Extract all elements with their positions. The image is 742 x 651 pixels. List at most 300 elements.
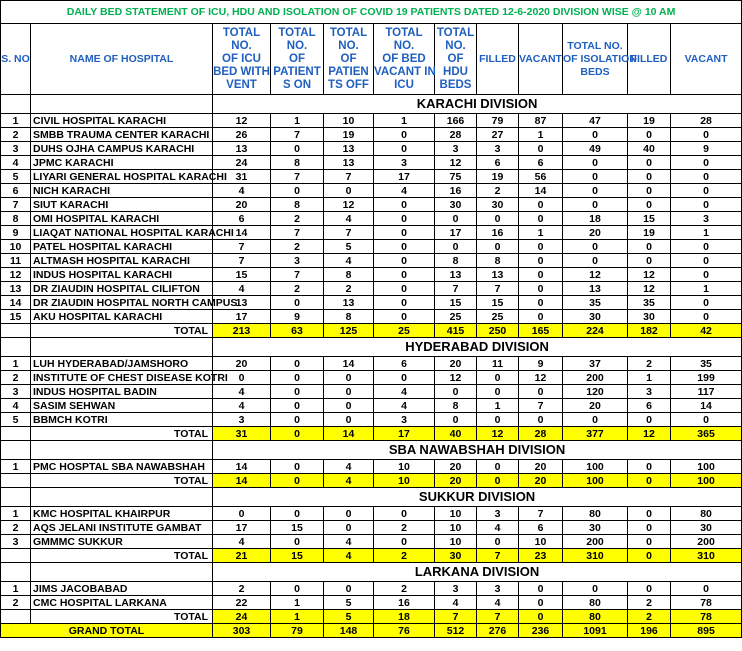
- serial-number: 8: [1, 212, 31, 226]
- serial-number: 2: [1, 521, 31, 535]
- hospital-row: [1, 535, 742, 549]
- value-cell: 19: [628, 226, 671, 240]
- total-value: 12: [628, 427, 671, 441]
- value-cell: 0: [671, 198, 742, 212]
- value-cell: 8: [477, 254, 519, 268]
- hospital-name: DUHS OJHA CAMPUS KARACHI: [31, 142, 213, 156]
- value-cell: 0: [628, 254, 671, 268]
- serial-number: 10: [1, 240, 31, 254]
- value-cell: 0: [374, 371, 435, 385]
- value-cell: 0: [563, 170, 628, 184]
- value-cell: 35: [563, 296, 628, 310]
- value-cell: 0: [435, 212, 477, 226]
- value-cell: 13: [213, 142, 271, 156]
- value-cell: 24: [213, 156, 271, 170]
- header-icu-vent-line: BED WITH: [213, 65, 270, 78]
- value-cell: 0: [271, 507, 324, 521]
- value-cell: 17: [213, 521, 271, 535]
- value-cell: 1: [671, 282, 742, 296]
- value-cell: 19: [477, 170, 519, 184]
- value-cell: 0: [435, 385, 477, 399]
- value-cell: 0: [435, 413, 477, 427]
- total-value: 7: [477, 549, 519, 563]
- division-total-row: [1, 549, 742, 563]
- value-cell: 18: [563, 212, 628, 226]
- header-hdu-filled: FILLED: [477, 24, 519, 95]
- total-value: 224: [563, 324, 628, 338]
- header-icu-vacant-line: NO.: [393, 39, 415, 52]
- value-cell: 0: [519, 282, 563, 296]
- value-cell: 7: [324, 226, 374, 240]
- hospital-row: [1, 413, 742, 427]
- value-cell: 1: [271, 114, 324, 128]
- value-cell: 2: [374, 582, 435, 596]
- value-cell: 0: [324, 521, 374, 535]
- value-cell: 0: [477, 371, 519, 385]
- division-heading-row: [1, 563, 742, 582]
- hospital-name: CMC HOSPITAL LARKANA: [31, 596, 213, 610]
- value-cell: 0: [671, 240, 742, 254]
- total-value: 63: [271, 324, 324, 338]
- value-cell: 0: [628, 184, 671, 198]
- value-cell: 30: [435, 198, 477, 212]
- value-cell: 0: [628, 582, 671, 596]
- value-cell: 7: [271, 268, 324, 282]
- division-total-row: [1, 427, 742, 441]
- value-cell: 79: [477, 114, 519, 128]
- value-cell: 0: [628, 535, 671, 549]
- header-hdu-beds-line: HDU: [443, 65, 468, 78]
- serial-number: 1: [1, 582, 31, 596]
- value-cell: 7: [477, 282, 519, 296]
- hospital-row: [1, 212, 742, 226]
- value-cell: 25: [477, 310, 519, 324]
- value-cell: 1: [628, 371, 671, 385]
- serial-number: 2: [1, 371, 31, 385]
- header-patients-off-line: PATIEN: [328, 65, 369, 78]
- hospital-row: [1, 521, 742, 535]
- value-cell: 27: [477, 128, 519, 142]
- value-cell: 2: [628, 596, 671, 610]
- header-icu-vacant-line: OF BED: [382, 52, 426, 65]
- value-cell: 28: [671, 114, 742, 128]
- value-cell: 0: [519, 198, 563, 212]
- value-cell: 2: [271, 282, 324, 296]
- blank-cell: [1, 338, 31, 357]
- value-cell: 4: [435, 596, 477, 610]
- total-label: TOTAL: [31, 474, 213, 488]
- value-cell: 0: [324, 582, 374, 596]
- value-cell: 13: [324, 156, 374, 170]
- header-isolation-filled: FILLED: [628, 24, 671, 95]
- grand-total-value: 76: [374, 624, 435, 638]
- value-cell: 0: [271, 296, 324, 310]
- serial-number: 13: [1, 282, 31, 296]
- header-icu-vacant-line: TOTAL: [385, 26, 423, 39]
- header-patients-off-line: OF: [340, 52, 357, 65]
- value-cell: 3: [374, 413, 435, 427]
- hospital-row: [1, 240, 742, 254]
- value-cell: 7: [519, 399, 563, 413]
- value-cell: 8: [271, 198, 324, 212]
- value-cell: 9: [271, 310, 324, 324]
- value-cell: 0: [374, 128, 435, 142]
- value-cell: 80: [563, 507, 628, 521]
- value-cell: 4: [324, 212, 374, 226]
- header-patients-off-line: TS OFF: [328, 78, 369, 91]
- value-cell: 13: [324, 142, 374, 156]
- hospital-row: [1, 296, 742, 310]
- value-cell: 12: [628, 282, 671, 296]
- value-cell: 0: [563, 156, 628, 170]
- serial-number: 7: [1, 198, 31, 212]
- header-isolation-beds-line: BEDS: [580, 65, 610, 78]
- blank-cell: [1, 488, 31, 507]
- value-cell: 0: [271, 399, 324, 413]
- title-row: [1, 1, 742, 24]
- value-cell: 40: [628, 142, 671, 156]
- value-cell: 2: [477, 184, 519, 198]
- total-value: 415: [435, 324, 477, 338]
- value-cell: 47: [563, 114, 628, 128]
- value-cell: 5: [324, 240, 374, 254]
- total-value: 20: [435, 474, 477, 488]
- value-cell: 49: [563, 142, 628, 156]
- total-value: 14: [324, 427, 374, 441]
- value-cell: 30: [563, 521, 628, 535]
- header-hdu-vacant: VACANT: [519, 24, 563, 95]
- serial-number: 5: [1, 170, 31, 184]
- value-cell: 0: [324, 413, 374, 427]
- header-isolation-vacant: VACANT: [671, 24, 742, 95]
- hospital-row: [1, 156, 742, 170]
- hospital-row: [1, 226, 742, 240]
- grand-total-value: 512: [435, 624, 477, 638]
- division-heading-row: [1, 441, 742, 460]
- value-cell: 0: [374, 535, 435, 549]
- value-cell: 4: [324, 460, 374, 474]
- value-cell: 0: [374, 212, 435, 226]
- serial-number: 4: [1, 399, 31, 413]
- header-icu-vent-line: NO.: [231, 39, 252, 52]
- header-icu-vent-line: OF ICU: [222, 52, 261, 65]
- value-cell: 6: [374, 357, 435, 371]
- grand-total-value: 236: [519, 624, 563, 638]
- serial-number: 1: [1, 460, 31, 474]
- value-cell: 1: [519, 226, 563, 240]
- division-name: SUKKUR DIVISION: [213, 488, 742, 507]
- header-hospital-name: NAME OF HOSPITAL: [31, 24, 213, 95]
- total-value: 23: [519, 549, 563, 563]
- hospital-row: [1, 254, 742, 268]
- total-value: 0: [271, 427, 324, 441]
- value-cell: 7: [271, 226, 324, 240]
- grand-total-value: 895: [671, 624, 742, 638]
- value-cell: 6: [477, 156, 519, 170]
- value-cell: 0: [671, 582, 742, 596]
- value-cell: 15: [213, 268, 271, 282]
- value-cell: 0: [519, 413, 563, 427]
- serial-number: 2: [1, 128, 31, 142]
- value-cell: 0: [271, 357, 324, 371]
- hospital-name: GMMMC SUKKUR: [31, 535, 213, 549]
- blank-cell: [1, 441, 31, 460]
- division-name: KARACHI DIVISION: [213, 95, 742, 114]
- value-cell: 17: [374, 170, 435, 184]
- header-icu-vent-line: VENT: [226, 78, 257, 91]
- hospital-row: [1, 198, 742, 212]
- value-cell: 7: [435, 282, 477, 296]
- value-cell: 0: [563, 198, 628, 212]
- total-value: 12: [477, 427, 519, 441]
- hospital-row: [1, 385, 742, 399]
- value-cell: 0: [563, 240, 628, 254]
- header-icu-vacant: [374, 24, 435, 95]
- total-value: 0: [519, 610, 563, 624]
- division-name: HYDERABAD DIVISION: [213, 338, 742, 357]
- value-cell: 0: [374, 282, 435, 296]
- hospital-name: LUH HYDERABAD/JAMSHORO: [31, 357, 213, 371]
- hospital-name: CIVIL HOSPITAL KARACHI: [31, 114, 213, 128]
- value-cell: 0: [671, 170, 742, 184]
- total-value: 15: [271, 549, 324, 563]
- value-cell: 6: [213, 212, 271, 226]
- total-value: 14: [213, 474, 271, 488]
- value-cell: 3: [477, 582, 519, 596]
- value-cell: 0: [563, 582, 628, 596]
- value-cell: 22: [213, 596, 271, 610]
- value-cell: 4: [374, 184, 435, 198]
- value-cell: 0: [628, 507, 671, 521]
- value-cell: 16: [435, 184, 477, 198]
- value-cell: 6: [519, 521, 563, 535]
- total-value: 31: [213, 427, 271, 441]
- value-cell: 0: [628, 413, 671, 427]
- hospital-row: [1, 114, 742, 128]
- value-cell: 0: [435, 240, 477, 254]
- hospital-name: LIYARI GENERAL HOSPITAL KARACHI: [31, 170, 213, 184]
- value-cell: 0: [671, 413, 742, 427]
- division-heading-row: [1, 95, 742, 114]
- value-cell: 0: [671, 268, 742, 282]
- value-cell: 20: [519, 460, 563, 474]
- value-cell: 10: [519, 535, 563, 549]
- value-cell: 0: [374, 507, 435, 521]
- value-cell: 4: [324, 535, 374, 549]
- value-cell: 12: [213, 114, 271, 128]
- serial-number: 3: [1, 142, 31, 156]
- hospital-row: [1, 371, 742, 385]
- value-cell: 2: [374, 521, 435, 535]
- value-cell: 3: [671, 212, 742, 226]
- value-cell: 13: [324, 296, 374, 310]
- total-value: 310: [563, 549, 628, 563]
- grand-total-value: 79: [271, 624, 324, 638]
- hospital-name: LIAQAT NATIONAL HOSPITAL KARACHI: [31, 226, 213, 240]
- value-cell: 1: [519, 128, 563, 142]
- value-cell: 37: [563, 357, 628, 371]
- value-cell: 100: [671, 460, 742, 474]
- hospital-name: AQS JELANI INSTITUTE GAMBAT: [31, 521, 213, 535]
- value-cell: 2: [628, 357, 671, 371]
- value-cell: 200: [671, 535, 742, 549]
- value-cell: 4: [374, 399, 435, 413]
- value-cell: 5: [324, 596, 374, 610]
- value-cell: 3: [271, 254, 324, 268]
- value-cell: 0: [519, 310, 563, 324]
- value-cell: 4: [213, 399, 271, 413]
- value-cell: 0: [671, 184, 742, 198]
- serial-number: 1: [1, 357, 31, 371]
- value-cell: 16: [374, 596, 435, 610]
- header-isolation-beds-line: OF ISOLATION: [563, 52, 637, 65]
- value-cell: 7: [213, 254, 271, 268]
- hospital-name: SIUT KARACHI: [31, 198, 213, 212]
- value-cell: 14: [213, 460, 271, 474]
- header-patients-on-line: OF: [289, 52, 305, 65]
- value-cell: 0: [519, 142, 563, 156]
- value-cell: 8: [324, 310, 374, 324]
- total-value: 21: [213, 549, 271, 563]
- value-cell: 0: [477, 460, 519, 474]
- value-cell: 0: [628, 521, 671, 535]
- value-cell: 14: [671, 399, 742, 413]
- total-value: 0: [477, 474, 519, 488]
- header-icu-vent-line: TOTAL: [222, 26, 261, 39]
- value-cell: 12: [628, 268, 671, 282]
- value-cell: 0: [374, 226, 435, 240]
- blank-cell: [31, 338, 213, 357]
- total-value: 30: [435, 549, 477, 563]
- value-cell: 15: [435, 296, 477, 310]
- value-cell: 0: [374, 254, 435, 268]
- total-value: 4: [324, 549, 374, 563]
- grand-total-value: 196: [628, 624, 671, 638]
- value-cell: 3: [435, 582, 477, 596]
- hospital-name: AKU HOSPITAL KARACHI: [31, 310, 213, 324]
- blank-cell: [31, 441, 213, 460]
- value-cell: 0: [271, 142, 324, 156]
- value-cell: 19: [628, 114, 671, 128]
- value-cell: 9: [671, 142, 742, 156]
- serial-number: 6: [1, 184, 31, 198]
- serial-number: 1: [1, 507, 31, 521]
- grand-total-value: 1091: [563, 624, 628, 638]
- value-cell: 12: [563, 268, 628, 282]
- header-patients-off: [324, 24, 374, 95]
- hospital-row: [1, 399, 742, 413]
- header-isolation-beds-line: TOTAL NO.: [567, 39, 623, 52]
- hospital-name: SMBB TRAUMA CENTER KARACHI: [31, 128, 213, 142]
- value-cell: 0: [324, 507, 374, 521]
- total-value: 10: [374, 474, 435, 488]
- header-patients-on-line: NO.: [286, 39, 308, 52]
- value-cell: 0: [324, 399, 374, 413]
- header-hdu-beds-line: BEDS: [439, 78, 472, 91]
- value-cell: 0: [213, 371, 271, 385]
- header-patients-on-line: TOTAL: [278, 26, 316, 39]
- value-cell: 12: [519, 371, 563, 385]
- value-cell: 25: [435, 310, 477, 324]
- value-cell: 0: [519, 212, 563, 226]
- hospital-name: PATEL HOSPITAL KARACHI: [31, 240, 213, 254]
- total-value: 213: [213, 324, 271, 338]
- total-value: 377: [563, 427, 628, 441]
- header-icu-vent: [213, 24, 271, 95]
- value-cell: 0: [519, 596, 563, 610]
- blank-cell: [31, 488, 213, 507]
- hospital-row: [1, 268, 742, 282]
- value-cell: 26: [213, 128, 271, 142]
- total-label: TOTAL: [31, 549, 213, 563]
- value-cell: 12: [435, 156, 477, 170]
- value-cell: 2: [271, 240, 324, 254]
- header-hdu-beds: [435, 24, 477, 95]
- value-cell: 3: [477, 142, 519, 156]
- total-value: 24: [213, 610, 271, 624]
- value-cell: 200: [563, 535, 628, 549]
- total-value: 7: [435, 610, 477, 624]
- header-isolation-beds: [563, 24, 637, 95]
- total-value: 20: [519, 474, 563, 488]
- value-cell: 14: [519, 184, 563, 198]
- value-cell: 4: [324, 254, 374, 268]
- value-cell: 6: [628, 399, 671, 413]
- serial-number: 5: [1, 413, 31, 427]
- value-cell: 9: [519, 357, 563, 371]
- total-value: 17: [374, 427, 435, 441]
- value-cell: 0: [271, 535, 324, 549]
- value-cell: 15: [628, 212, 671, 226]
- header-patients-on-line: S ON: [282, 78, 312, 91]
- hospital-name: OMI HOSPITAL KARACHI: [31, 212, 213, 226]
- value-cell: 0: [519, 385, 563, 399]
- value-cell: 3: [435, 142, 477, 156]
- value-cell: 0: [477, 413, 519, 427]
- value-cell: 0: [563, 128, 628, 142]
- hospital-row: [1, 582, 742, 596]
- total-value: 310: [671, 549, 742, 563]
- value-cell: 0: [671, 310, 742, 324]
- total-value: 7: [477, 610, 519, 624]
- serial-number: 3: [1, 385, 31, 399]
- blank-cell: [1, 427, 31, 441]
- value-cell: 3: [477, 507, 519, 521]
- blank-cell: [31, 95, 213, 114]
- value-cell: 7: [324, 170, 374, 184]
- grand-total-value: 148: [324, 624, 374, 638]
- value-cell: 0: [671, 128, 742, 142]
- value-cell: 10: [324, 114, 374, 128]
- value-cell: 20: [213, 357, 271, 371]
- value-cell: 13: [563, 282, 628, 296]
- value-cell: 200: [563, 371, 628, 385]
- total-value: 5: [324, 610, 374, 624]
- value-cell: 100: [563, 460, 628, 474]
- value-cell: 0: [563, 413, 628, 427]
- hospital-row: [1, 357, 742, 371]
- grand-total-label: GRAND TOTAL: [1, 624, 213, 638]
- blank-cell: [1, 610, 31, 624]
- value-cell: 80: [671, 507, 742, 521]
- value-cell: 1: [671, 226, 742, 240]
- hospital-name: BBMCH KOTRI: [31, 413, 213, 427]
- total-value: 0: [628, 549, 671, 563]
- value-cell: 0: [671, 296, 742, 310]
- value-cell: 0: [519, 296, 563, 310]
- hospital-name: SASIM SEHWAN: [31, 399, 213, 413]
- value-cell: 0: [671, 254, 742, 268]
